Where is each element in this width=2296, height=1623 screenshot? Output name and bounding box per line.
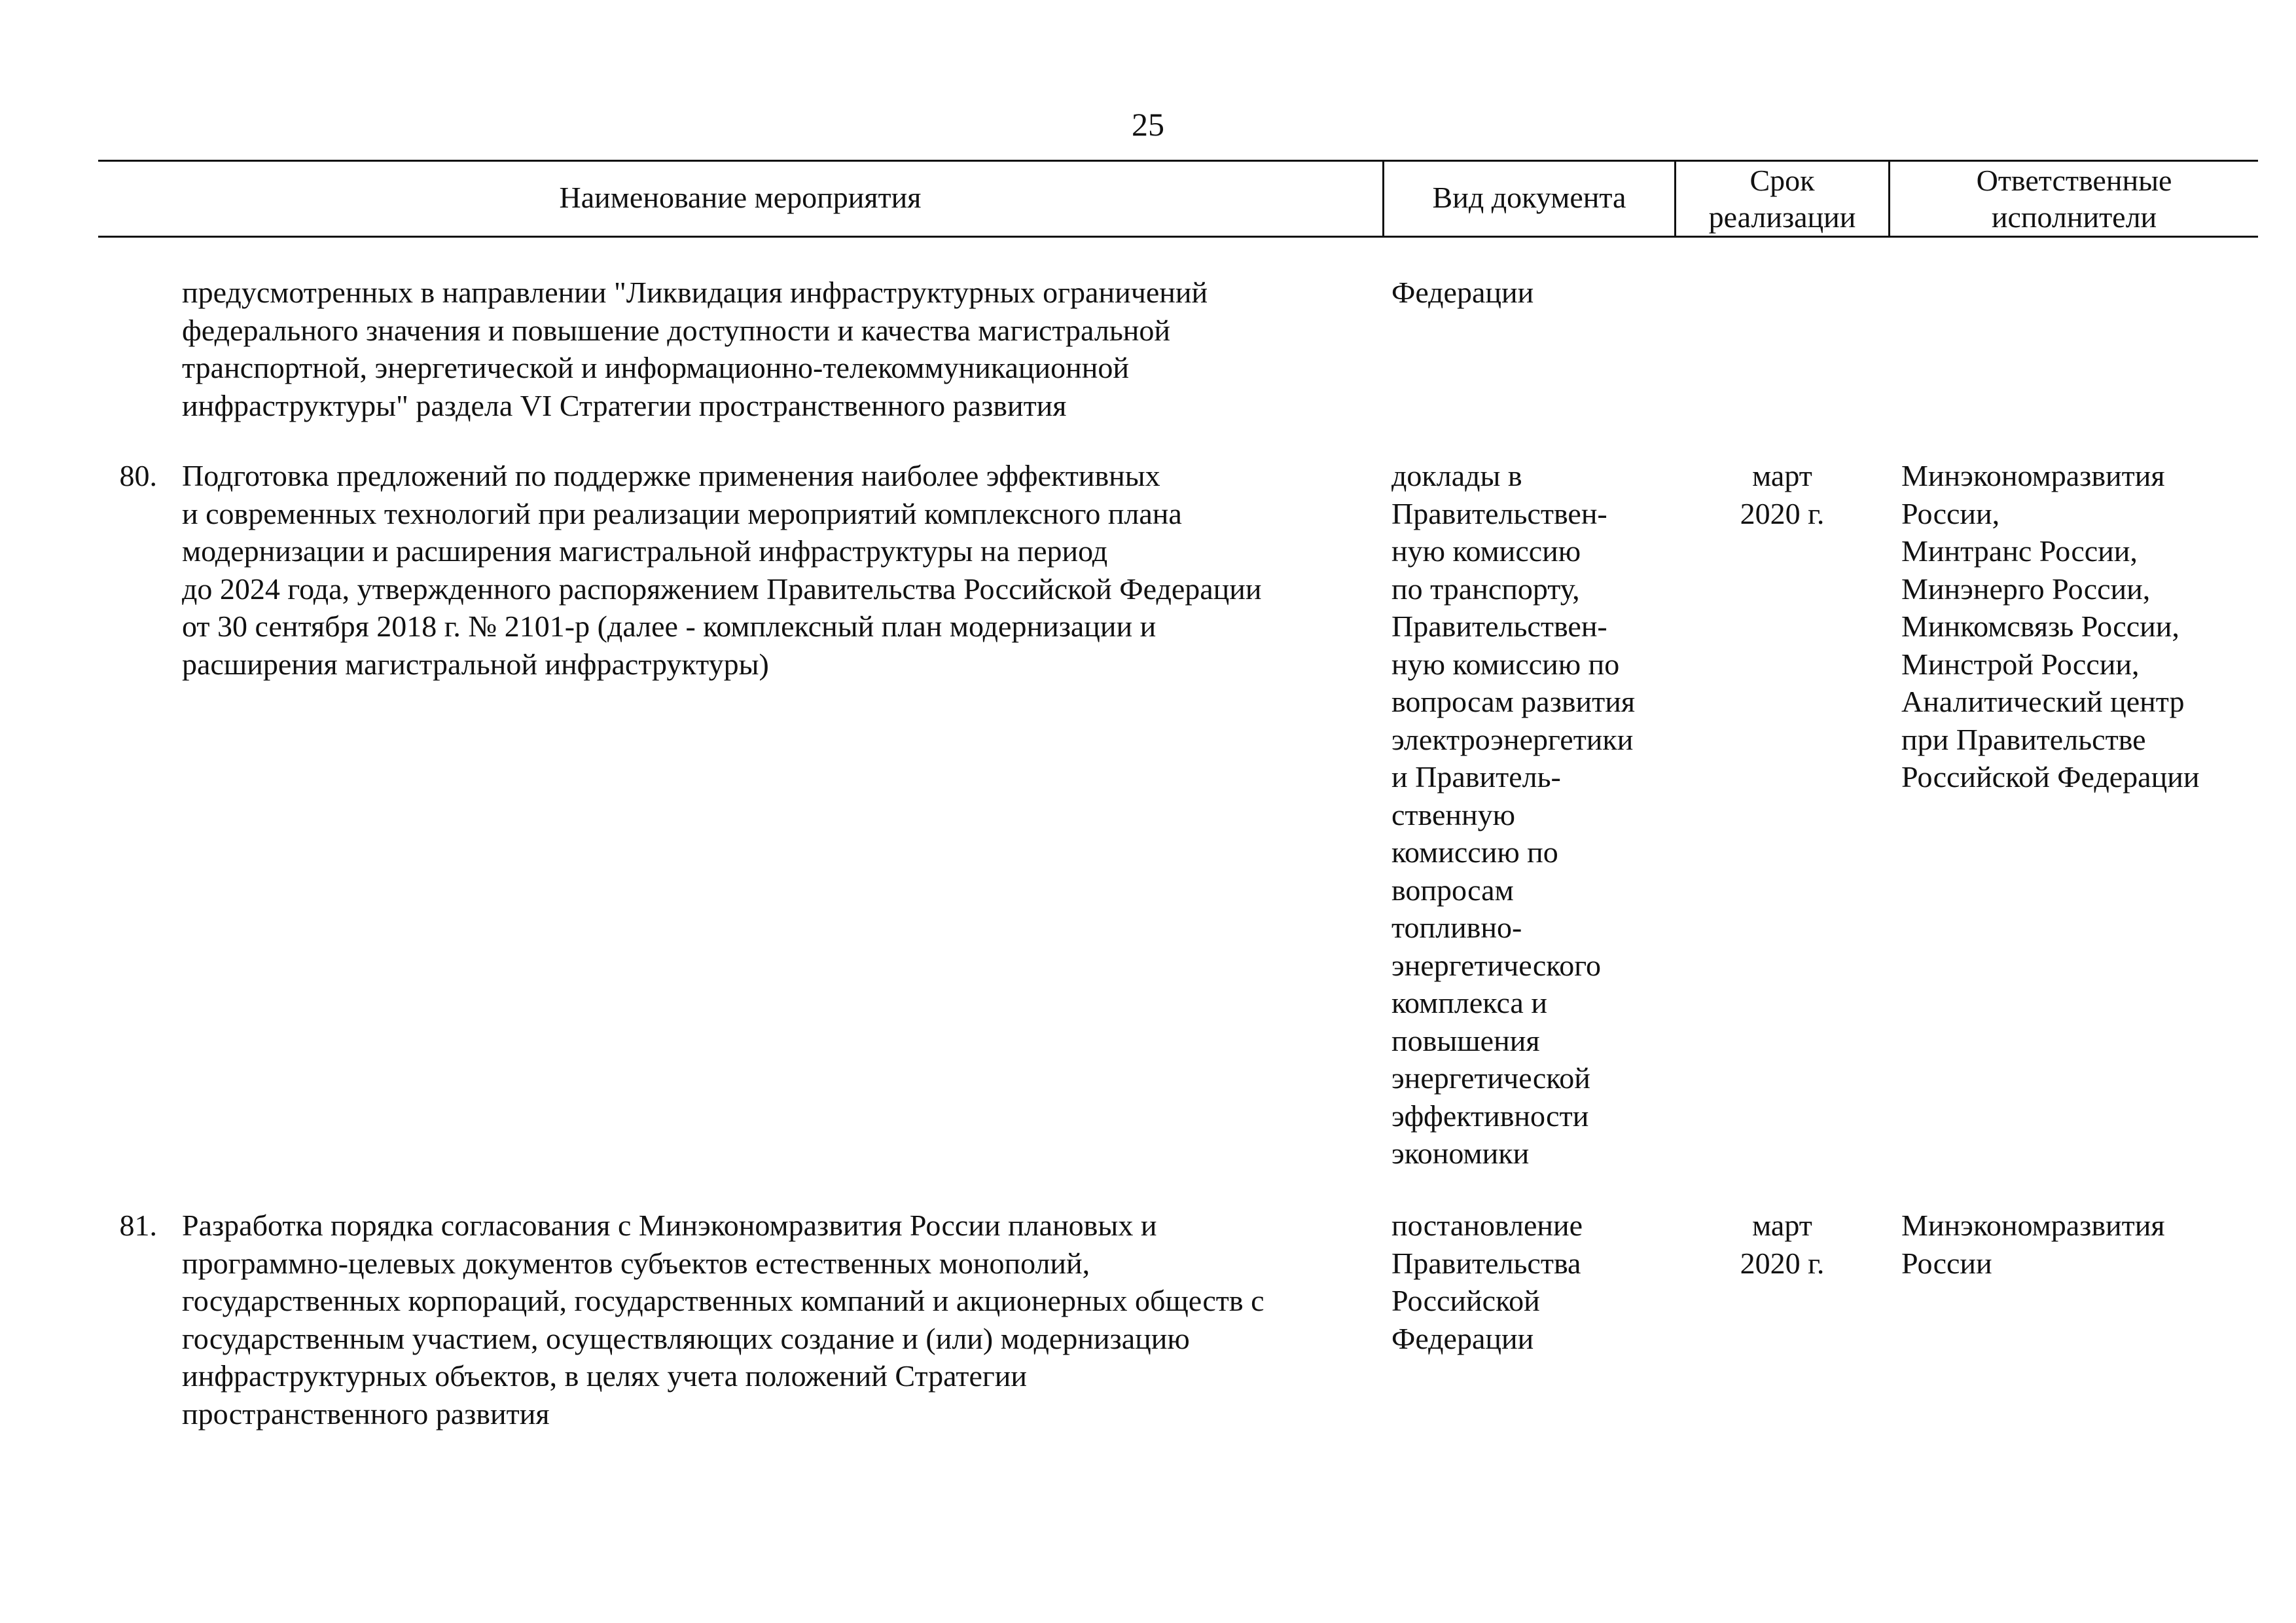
row-81-responsible: Минэкономразвития России bbox=[1901, 1209, 2165, 1280]
continuation-doc-type: Федерации bbox=[1391, 276, 1534, 309]
header-bottom-rule bbox=[98, 236, 2258, 238]
row-80-name: Подготовка предложений по поддержке применения наиболее эффективных и современных технологий при реализации мероприятий комплексного плана модернизации и расширения магистральной инфраструктуры на период до 2024 года, утвержденного распоряжением Правительства Российской Федерации от 30 сентября 2018 г. № 2101-р (далее - комплексный план модернизации и расширения магистральной инфраструктуры) bbox=[182, 459, 1262, 681]
header-name: Наименование мероприятия bbox=[559, 181, 922, 214]
row-80-responsible: Минэкономразвития России, Минтранс России, Минэнерго России, Минкомсвязь России, Минстрой России, Аналитический центр при Правительстве Российской Федерации bbox=[1901, 459, 2200, 793]
row-81-number: 81. bbox=[119, 1209, 157, 1242]
row-81-doc-type: постановление Правительства Российской Федерации bbox=[1391, 1209, 1583, 1355]
header-top-rule bbox=[98, 160, 2258, 162]
row-81-deadline: март 2020 г. bbox=[1740, 1209, 1825, 1280]
row-80-deadline: март 2020 г. bbox=[1740, 459, 1825, 530]
row-80-number: 80. bbox=[119, 459, 157, 492]
header-deadline: Срок реализации bbox=[1708, 164, 1856, 234]
continuation-name: предусмотренных в направлении "Ликвидация инфраструктурных ограничений федерального значения и повышение доступности и качества магистральной транспортной, энергетической и информационно-телекоммуникационной инфраструктуры" раздела VI Стратегии пространственного развития bbox=[182, 276, 1208, 422]
page-number: 25 bbox=[1132, 106, 1164, 143]
header-doc-type: Вид документа bbox=[1432, 181, 1626, 214]
row-80-doc-type: доклады в Правительствен- ную комиссию по транспорту, Правительствен- ную комиссию по вопросам развития электроэнергетики и Правитель- ственную комиссию по вопросам топливно- энергетического комплекса и повышения энергетической эффективности экономики bbox=[1391, 459, 1635, 1170]
row-81-name: Разработка порядка согласования с Минэкономразвития России плановых и программно-целевых документов субъектов естественных монополий, государственных корпораций, государственных компаний и акционерных обществ с государственным участием, осуществляющих создание и (или) модернизацию инфраструктурных объектов, в целях учета положений Стратегии пространственного развития bbox=[182, 1209, 1265, 1431]
header-responsible: Ответственные исполнители bbox=[1976, 164, 2172, 234]
